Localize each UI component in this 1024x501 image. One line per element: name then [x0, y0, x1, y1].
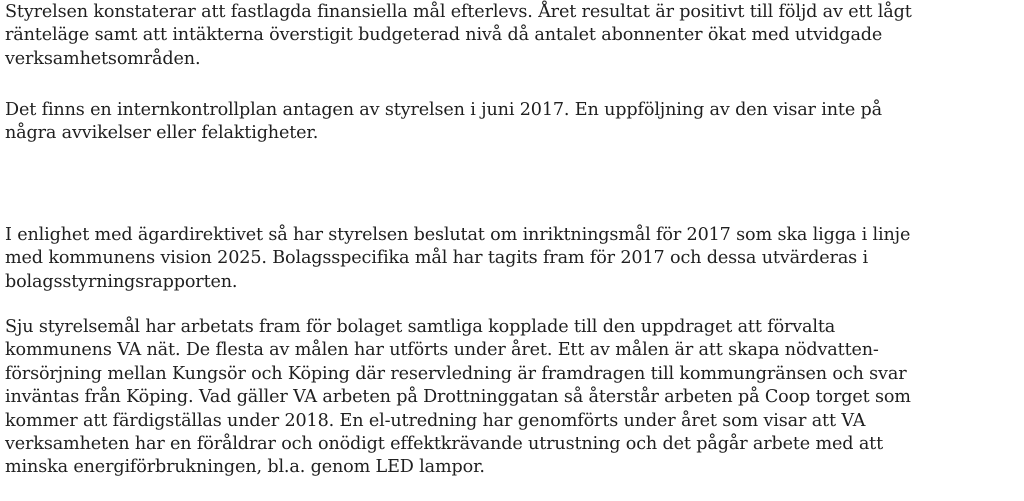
text-line: försörjning mellan Kungsör och Köping där reservledning är framdragen till kommungränsen och svar [5, 363, 907, 384]
text-line: med kommunens vision 2025. Bolagsspecifika mål har tagits fram för 2017 och dessa utvärderas i [5, 248, 868, 269]
paragraph-board-goals [5, 316, 911, 480]
paragraph-owner-directive [5, 224, 910, 294]
paragraph-internal-control [5, 99, 882, 146]
text-line: ränteläge samt att intäkterna överstigit budgeterad nivå då antalet abonnenter ökat med utvidgade [5, 25, 883, 46]
text-line: minska energiförbrukningen, bl.a. genom LED lampor. [5, 457, 485, 478]
paragraph-financial-goals [5, 1, 912, 71]
text-line: I enlighet med ägardirektivet så har styrelsen beslutat om inriktningsmål för 2017 som ska ligga i linje [5, 225, 911, 245]
text-line: Sju styrelsemål har arbetats fram för bolaget samtliga kopplade till den uppdraget att förvalta [5, 317, 836, 337]
text-line: verksamheten har en föråldrar och onödigt effektkrävande utrustning och det pågår arbete med att [5, 434, 884, 455]
text-line: verksamhetsområden. [5, 48, 201, 69]
text-line: kommer att färdigställas under 2018. En el-utredning har genomförts under året som visar att VA [5, 410, 866, 431]
text-line: Det finns en internkontrollplan antagen av styrelsen i juni 2017. En uppföljning av den visar inte på [5, 100, 882, 120]
text-line: några avvikelser eller felaktigheter. [5, 123, 319, 144]
text-line: bolagsstyrningsrapporten. [5, 271, 238, 292]
text-line: kommunens VA nät. De flesta av målen har utförts under året. Ett av målen är att skapa nödvatten- [5, 340, 879, 361]
text-line: inväntas från Köping. Vad gäller VA arbeten på Drottninggatan så återstår arbeten på Coop torget som [5, 387, 911, 408]
text-line: Styrelsen konstaterar att fastlagda finansiella mål efterlevs. Året resultat är positivt till följd av ett lågt [5, 2, 912, 22]
